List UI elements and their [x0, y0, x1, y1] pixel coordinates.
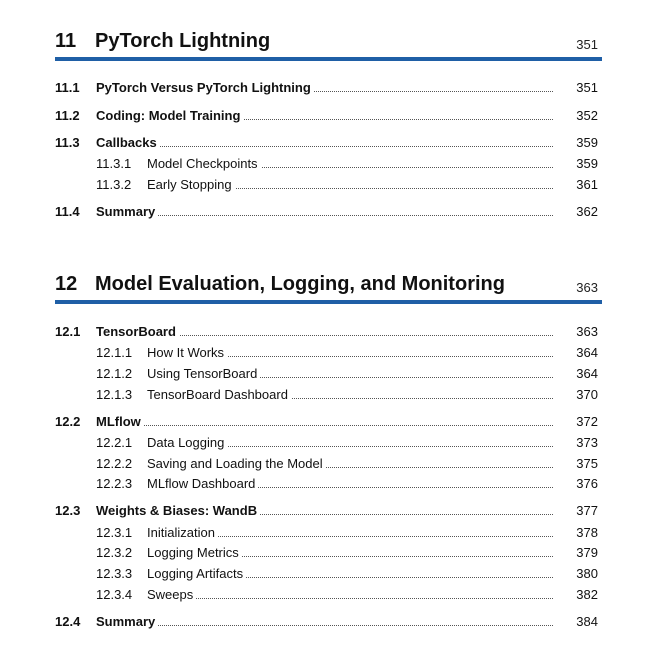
entry-number: 12.1.1: [96, 345, 133, 360]
entry-title: MLflow: [96, 412, 144, 432]
entry-title: TensorBoard: [96, 322, 179, 342]
chapter-page: 351: [576, 37, 598, 52]
entry-number: 12.3.3: [96, 566, 133, 581]
entry-number: 11.2: [55, 108, 80, 123]
toc-entry-12-3-2[interactable]: [55, 543, 598, 563]
entry-title: Summary: [96, 612, 158, 632]
toc-entry-12-3-3[interactable]: [55, 564, 598, 584]
chapter-title: PyTorch Lightning: [95, 30, 271, 52]
entry-title: Data Logging: [147, 433, 227, 453]
entry-number: 11.3.2: [96, 177, 132, 192]
entry-page: 359: [576, 135, 598, 150]
entry-page: 363: [576, 324, 598, 339]
entry-number: 11.4: [55, 204, 80, 219]
entry-number: 12.2.3: [96, 476, 133, 491]
entry-number: 12.1.3: [96, 387, 133, 402]
entry-title: Summary: [96, 202, 158, 222]
entry-number: 11.3: [55, 135, 80, 150]
entry-page: 370: [576, 387, 598, 402]
toc-entry-12-1-3[interactable]: [55, 385, 598, 405]
entry-page: 351: [576, 80, 598, 95]
entry-title: MLflow Dashboard: [147, 474, 258, 494]
toc-entry-12-1-2[interactable]: [55, 364, 598, 384]
entry-title: Saving and Loading the Model: [147, 454, 326, 474]
chapter-number: 12: [55, 273, 78, 295]
entry-number: 12.3.4: [96, 587, 133, 602]
entry-title: Logging Artifacts: [147, 564, 246, 584]
entry-page: 361: [576, 177, 598, 192]
chapter-12-heading[interactable]: [55, 270, 602, 304]
entry-title: Early Stopping: [147, 175, 235, 195]
toc-entry-11-3[interactable]: [55, 133, 598, 153]
entry-number: 12.3: [55, 503, 81, 518]
entry-page: 384: [576, 614, 598, 629]
chapter-title: Model Evaluation, Logging, and Monitoring: [95, 273, 505, 295]
entry-number: 12.1: [55, 324, 81, 339]
entry-title: Coding: Model Training: [96, 106, 243, 126]
entry-page: 352: [576, 108, 598, 123]
entry-number: 12.2: [55, 414, 81, 429]
entry-title: Using TensorBoard: [147, 364, 260, 384]
toc-entry-12-2[interactable]: [55, 412, 598, 432]
entry-title: Sweeps: [147, 585, 196, 605]
entry-title: PyTorch Versus PyTorch Lightning: [96, 78, 314, 98]
entry-page: 380: [576, 566, 598, 581]
dot-leader: [151, 598, 553, 599]
entry-title: Weights & Biases: WandB: [96, 501, 260, 521]
entry-number: 12.4: [55, 614, 81, 629]
entry-page: 375: [576, 456, 598, 471]
entry-page: 378: [576, 525, 598, 540]
entry-number: 12.1.2: [96, 366, 133, 381]
dot-leader: [101, 215, 553, 216]
entry-number: 12.2.1: [96, 435, 133, 450]
entry-number: 12.2.2: [96, 456, 133, 471]
toc-entry-11-3-2[interactable]: [55, 175, 598, 195]
entry-page: 372: [576, 414, 598, 429]
entry-page: 377: [576, 503, 598, 518]
toc-entry-12-3-4[interactable]: [55, 585, 598, 605]
toc-entry-11-2[interactable]: [55, 106, 598, 126]
entry-page: 376: [576, 476, 598, 491]
entry-title: Model Checkpoints: [147, 154, 261, 174]
entry-page: 359: [576, 156, 598, 171]
toc-entry-11-4[interactable]: [55, 202, 598, 222]
entry-page: 364: [576, 366, 598, 381]
entry-number: 12.3.1: [96, 525, 133, 540]
toc-entry-12-2-1[interactable]: [55, 433, 598, 453]
dot-leader: [101, 425, 553, 426]
toc-entry-11-3-1[interactable]: [55, 154, 598, 174]
entry-page: 382: [576, 587, 598, 602]
entry-title: Logging Metrics: [147, 543, 242, 563]
entry-page: 362: [576, 204, 598, 219]
toc-entry-12-3[interactable]: [55, 501, 598, 521]
toc-entry-11-1[interactable]: [55, 78, 598, 98]
entry-title: How It Works: [147, 343, 227, 363]
entry-number: 11.3.1: [96, 156, 132, 171]
entry-title: Callbacks: [96, 133, 160, 153]
toc-entry-12-1[interactable]: [55, 322, 598, 342]
entry-title: TensorBoard Dashboard: [147, 385, 291, 405]
chapter-11-heading[interactable]: [55, 27, 602, 61]
toc-entry-12-2-2[interactable]: [55, 454, 598, 474]
toc-entry-12-1-1[interactable]: [55, 343, 598, 363]
toc-entry-12-2-3[interactable]: [55, 474, 598, 494]
dot-leader: [101, 625, 553, 626]
entry-page: 364: [576, 345, 598, 360]
chapter-page: 363: [576, 280, 598, 295]
entry-page: 373: [576, 435, 598, 450]
entry-title: Initialization: [147, 523, 218, 543]
entry-page: 379: [576, 545, 598, 560]
entry-number: 12.3.2: [96, 545, 133, 560]
toc-entry-12-3-1[interactable]: [55, 523, 598, 543]
entry-number: 11.1: [55, 80, 80, 95]
toc-entry-12-4[interactable]: [55, 612, 598, 632]
chapter-number: 11: [55, 30, 77, 52]
dot-leader: [101, 146, 553, 147]
